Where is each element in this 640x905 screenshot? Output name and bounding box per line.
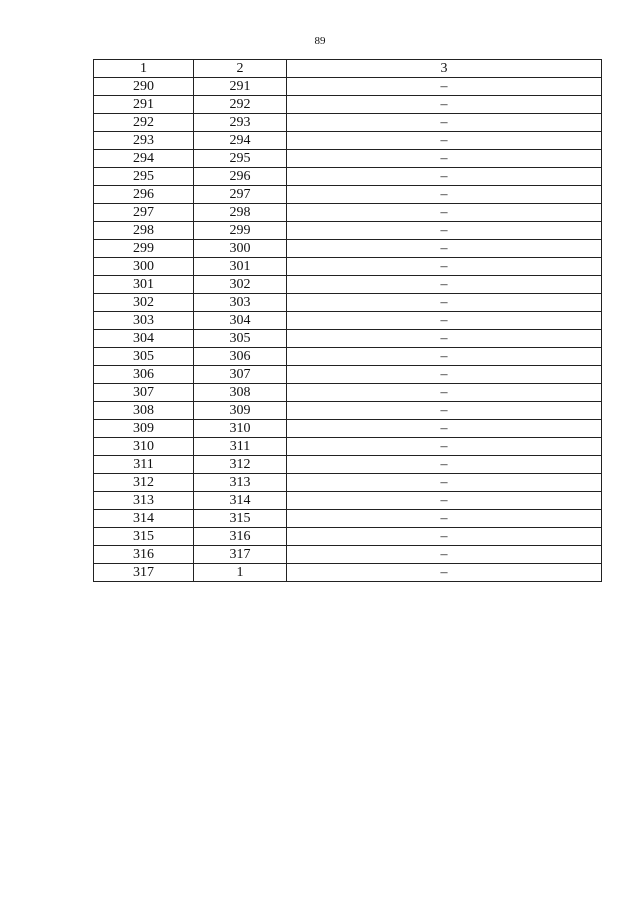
table-row <box>94 240 602 258</box>
table-cell-col3: – <box>287 132 602 150</box>
table-row <box>94 258 602 276</box>
table-cell-col2: 297 <box>194 186 287 204</box>
table-row <box>94 348 602 366</box>
table-cell-col2: 305 <box>194 330 287 348</box>
table-row <box>94 456 602 474</box>
table-cell-col2: 307 <box>194 366 287 384</box>
table-row <box>94 78 602 96</box>
table-cell-col2: 314 <box>194 492 287 510</box>
table-cell-col1: 290 <box>94 78 194 96</box>
table-cell-col2: 316 <box>194 528 287 546</box>
table-cell-col3: – <box>287 240 602 258</box>
table-cell-col1: 312 <box>94 474 194 492</box>
table-cell-col3: – <box>287 510 602 528</box>
table-cell-col1: 295 <box>94 168 194 186</box>
table-cell-col2: 291 <box>194 78 287 96</box>
table-header-row <box>94 60 602 78</box>
table-cell-col1: 307 <box>94 384 194 402</box>
table-cell-col3: – <box>287 168 602 186</box>
table-cell-col2: 293 <box>194 114 287 132</box>
table-row <box>94 312 602 330</box>
table-row <box>94 204 602 222</box>
table-cell-col3: – <box>287 330 602 348</box>
table-cell-col2: 298 <box>194 204 287 222</box>
table-cell-col3: – <box>287 276 602 294</box>
table-row <box>94 420 602 438</box>
data-table <box>93 59 602 582</box>
table-row <box>94 546 602 564</box>
page-number: 89 <box>314 35 326 47</box>
table-row <box>94 438 602 456</box>
table-row <box>94 528 602 546</box>
table-row <box>94 366 602 384</box>
table-cell-col2: 295 <box>194 150 287 168</box>
table-cell-col2: 308 <box>194 384 287 402</box>
table-row <box>94 492 602 510</box>
table-cell-col1: 316 <box>94 546 194 564</box>
table-body <box>94 78 602 582</box>
table-cell-col2: 310 <box>194 420 287 438</box>
table-cell-col2: 301 <box>194 258 287 276</box>
table-cell-col3: – <box>287 312 602 330</box>
column-header-2: 2 <box>194 60 287 78</box>
table-row <box>94 150 602 168</box>
table-row <box>94 474 602 492</box>
table-cell-col1: 311 <box>94 456 194 474</box>
table-cell-col3: – <box>287 114 602 132</box>
table-cell-col3: – <box>287 186 602 204</box>
table-cell-col1: 292 <box>94 114 194 132</box>
table-cell-col2: 309 <box>194 402 287 420</box>
table-row <box>94 96 602 114</box>
table-cell-col3: – <box>287 348 602 366</box>
table-row <box>94 186 602 204</box>
table-cell-col3: – <box>287 384 602 402</box>
table-cell-col2: 312 <box>194 456 287 474</box>
table-row <box>94 222 602 240</box>
table-cell-col1: 298 <box>94 222 194 240</box>
table-cell-col2: 311 <box>194 438 287 456</box>
table-row <box>94 564 602 582</box>
table-cell-col1: 308 <box>94 402 194 420</box>
column-header-3: 3 <box>287 60 602 78</box>
table-cell-col3: – <box>287 456 602 474</box>
table-row <box>94 114 602 132</box>
table-cell-col1: 313 <box>94 492 194 510</box>
table-row <box>94 330 602 348</box>
table-cell-col3: – <box>287 546 602 564</box>
table-cell-col1: 299 <box>94 240 194 258</box>
table-cell-col3: – <box>287 294 602 312</box>
table-cell-col1: 297 <box>94 204 194 222</box>
table-cell-col1: 314 <box>94 510 194 528</box>
table-cell-col2: 304 <box>194 312 287 330</box>
table-cell-col2: 1 <box>194 564 287 582</box>
table-cell-col3: – <box>287 420 602 438</box>
table-cell-col3: – <box>287 564 602 582</box>
table-cell-col1: 303 <box>94 312 194 330</box>
table-cell-col1: 306 <box>94 366 194 384</box>
table-cell-col1: 304 <box>94 330 194 348</box>
table-cell-col2: 303 <box>194 294 287 312</box>
table-cell-col3: – <box>287 78 602 96</box>
table-cell-col1: 300 <box>94 258 194 276</box>
table-cell-col3: – <box>287 366 602 384</box>
column-header-1: 1 <box>94 60 194 78</box>
table-cell-col2: 302 <box>194 276 287 294</box>
table-row <box>94 510 602 528</box>
table-cell-col3: – <box>287 258 602 276</box>
table-row <box>94 132 602 150</box>
table-cell-col2: 296 <box>194 168 287 186</box>
table-cell-col2: 315 <box>194 510 287 528</box>
table-cell-col1: 294 <box>94 150 194 168</box>
table-cell-col1: 293 <box>94 132 194 150</box>
table-cell-col3: – <box>287 528 602 546</box>
table-cell-col2: 294 <box>194 132 287 150</box>
table-cell-col3: – <box>287 474 602 492</box>
table-row <box>94 294 602 312</box>
table-cell-col2: 292 <box>194 96 287 114</box>
table-cell-col3: – <box>287 204 602 222</box>
table-cell-col1: 296 <box>94 186 194 204</box>
table-cell-col2: 300 <box>194 240 287 258</box>
table-cell-col1: 317 <box>94 564 194 582</box>
table-cell-col1: 291 <box>94 96 194 114</box>
table-cell-col2: 317 <box>194 546 287 564</box>
table-cell-col3: – <box>287 222 602 240</box>
table-cell-col2: 306 <box>194 348 287 366</box>
table-cell-col3: – <box>287 402 602 420</box>
table-cell-col3: – <box>287 150 602 168</box>
table-row <box>94 168 602 186</box>
table-cell-col2: 313 <box>194 474 287 492</box>
table-cell-col1: 302 <box>94 294 194 312</box>
table-cell-col1: 310 <box>94 438 194 456</box>
table-cell-col3: – <box>287 96 602 114</box>
table-cell-col1: 315 <box>94 528 194 546</box>
table-row <box>94 384 602 402</box>
table-row <box>94 276 602 294</box>
table-cell-col1: 301 <box>94 276 194 294</box>
table-cell-col2: 299 <box>194 222 287 240</box>
table-cell-col3: – <box>287 492 602 510</box>
table-cell-col1: 309 <box>94 420 194 438</box>
table-cell-col1: 305 <box>94 348 194 366</box>
table-cell-col3: – <box>287 438 602 456</box>
table-row <box>94 402 602 420</box>
